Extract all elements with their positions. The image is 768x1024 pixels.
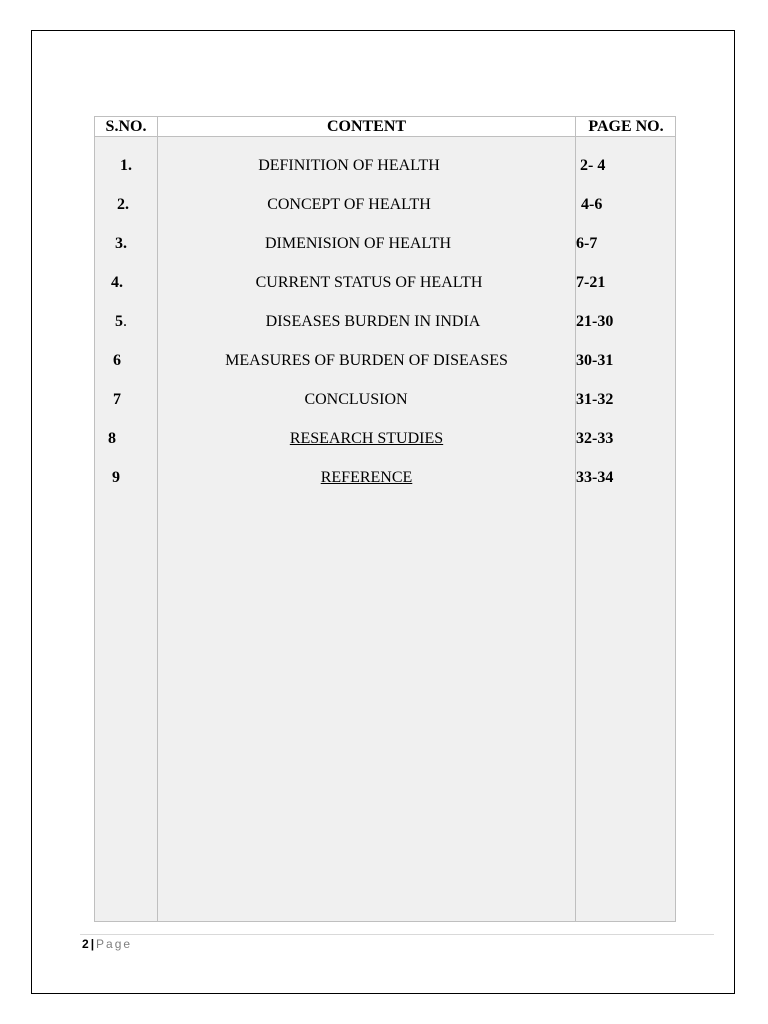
row-sno: 2.: [117, 196, 129, 213]
footer-page-number: 2: [82, 937, 89, 951]
row-title: DIMENISION OF HEALTH: [264, 235, 452, 252]
row-title: DISEASES BURDEN IN INDIA: [265, 313, 481, 330]
table-row: [95, 233, 675, 255]
header-page-no: PAGE NO.: [588, 118, 664, 135]
row-sno: 9: [112, 469, 120, 486]
row-title-link[interactable]: REFERENCE: [320, 469, 413, 486]
header-sno: S.NO.: [105, 118, 147, 135]
row-title: DEFINITION OF HEALTH: [258, 157, 440, 174]
row-page: 21-30: [576, 313, 614, 330]
row-sno: 1.: [120, 157, 132, 174]
table-row: [95, 272, 675, 294]
row-sno-dot: .: [123, 313, 127, 330]
table-row: [95, 155, 675, 177]
row-page: 4-6: [581, 196, 603, 213]
table-header: [95, 117, 675, 137]
row-sno-number: 5: [115, 313, 123, 330]
table-row: [95, 467, 675, 489]
footer-divider: [80, 934, 714, 935]
header-content: CONTENT: [326, 118, 407, 135]
row-page: 32-33: [576, 430, 614, 447]
table-row: [95, 194, 675, 216]
page-footer: [82, 936, 132, 952]
row-sno: 4.: [111, 274, 123, 291]
row-page: 33-34: [576, 469, 614, 486]
row-title: CONCEPT OF HEALTH: [267, 196, 431, 213]
row-sno: 6: [113, 352, 121, 369]
table-of-contents: [94, 116, 676, 922]
row-title: MEASURES OF BURDEN OF DISEASES: [225, 352, 508, 369]
table-row: [95, 428, 675, 450]
footer-page-word: Page: [96, 937, 133, 951]
row-page: 2- 4: [580, 157, 606, 174]
row-sno: 3.: [115, 235, 127, 252]
row-page: 30-31: [576, 352, 614, 369]
table-row: [95, 389, 675, 411]
row-page: 6-7: [576, 235, 598, 252]
row-title: CURRENT STATUS OF HEALTH: [255, 274, 483, 291]
row-sno: [115, 311, 127, 333]
row-page: 7-21: [576, 274, 606, 291]
row-page: 31-32: [576, 391, 614, 408]
row-title: CONCLUSION: [304, 391, 408, 408]
table-row: [95, 350, 675, 372]
table-row: [95, 311, 675, 333]
row-sno: 8: [108, 430, 116, 447]
footer-separator: |: [90, 937, 95, 951]
row-title-link[interactable]: RESEARCH STUDIES: [289, 430, 444, 447]
row-sno: 7: [113, 391, 121, 408]
